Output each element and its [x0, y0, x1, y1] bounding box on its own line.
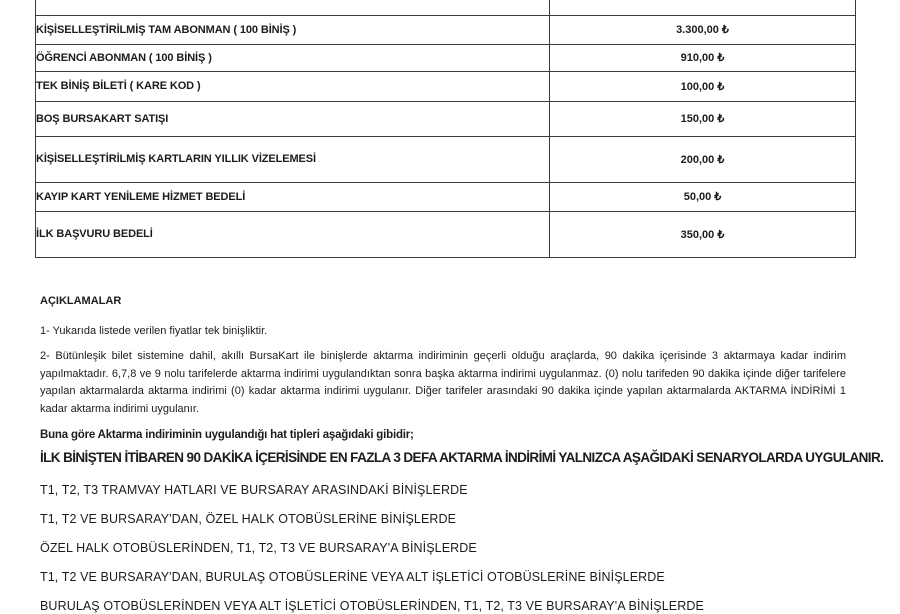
- fare-label: KİŞİSELLEŞTİRİLMİŞ KARTLARIN YILLIK VİZELEMESİ: [36, 136, 550, 182]
- note-2: 2- Bütünleşik bilet sistemine dahil, akıllı BursaKart ile binişlerde aktarma indiriminin geçerli olduğu araçlarda, 90 dakika içerisinde 3 aktarmaya kadar indirim yapılmaktadır. 6,7,8 ve 9 nolu tarifelerde aktarma indirimi uygulandıktan sonra başka aktarma indirimi uygulanmaz. (0) nolu tarifeden 90 dakika içinde diğer tarifelere yapılan aktarmalarda aktarma indirimi (0) kadar aktarma indirimi uygulanır. Diğer tarifeler arasındaki 90 dakika içinde yapılan aktarmalarda AKTARMA İNDİRİMİ 1 kadar aktarma indirimi uygulanır.: [40, 350, 846, 415]
- fare-label: KİŞİSELLEŞTİRİLMİŞ TAM ABONMAN ( 100 BİNİŞ ): [36, 15, 550, 44]
- fare-label: KAYIP KART YENİLEME HİZMET BEDELİ: [36, 182, 550, 211]
- fare-label: İLK BAŞVURU BEDELİ: [36, 211, 550, 257]
- table-row: [36, 44, 856, 71]
- table-row: [36, 136, 856, 182]
- table-row: [36, 211, 856, 257]
- scenario-line: ÖZEL HALK OTOBÜSLERİNDEN, T1, T2, T3 VE BURSARAY'A BİNİŞLERDE: [40, 541, 477, 555]
- scenario-line: T1, T2 VE BURSARAY'DAN, ÖZEL HALK OTOBÜSLERİNE BİNİŞLERDE: [40, 512, 457, 526]
- fare-price: 910,00 ₺: [550, 44, 856, 71]
- table-row: [36, 71, 856, 101]
- fare-label: TEK BİNİŞ BİLETİ ( KARE KOD ): [36, 71, 550, 101]
- fare-table: [35, 0, 856, 258]
- fare-price: 200,00 ₺: [550, 136, 856, 182]
- table-row-partial: [36, 0, 856, 15]
- scenario-line: T1, T2, T3 TRAMVAY HATLARI VE BURSARAY ARASINDAKİ BİNİŞLERDE: [40, 483, 468, 497]
- fare-price: 50,00 ₺: [550, 182, 856, 211]
- fare-label: BOŞ BURSAKART SATIŞI: [36, 101, 550, 136]
- fare-label: ÖĞRENCİ ABONMAN ( 100 BİNİŞ ): [36, 44, 550, 71]
- table-row: [36, 15, 856, 44]
- note-1: 1- Yukarıda listede verilen fiyatlar tek binişliktir.: [40, 325, 268, 337]
- explanations-section: [40, 295, 884, 614]
- table-row: [36, 182, 856, 211]
- scenario-line: T1, T2 VE BURSARAY'DAN, BURULAŞ OTOBÜSLERİNE VEYA ALT İŞLETİCİ OTOBÜSLERİNE BİNİŞLERDE: [40, 570, 665, 584]
- table-row: [36, 101, 856, 136]
- fare-label-cell: [36, 0, 550, 15]
- transfer-intro-line: Buna göre Aktarma indiriminin uygulandığı hat tipleri aşağıdaki gibidir;: [40, 429, 414, 441]
- fare-price: 150,00 ₺: [550, 101, 856, 136]
- fare-price: 3.300,00 ₺: [550, 15, 856, 44]
- explanations-heading: AÇIKLAMALAR: [40, 295, 122, 307]
- fare-price: 350,00 ₺: [550, 211, 856, 257]
- scenario-line: BURULAŞ OTOBÜSLERİNDEN VEYA ALT İŞLETİCİ OTOBÜSLERİNDEN, T1, T2, T3 VE BURSARAY'A BİNİŞLERDE: [40, 599, 704, 613]
- fare-price: 100,00 ₺: [550, 71, 856, 101]
- fare-price-cell: [550, 0, 856, 15]
- transfer-rule-line: İLK BİNİŞTEN İTİBAREN 90 DAKİKA İÇERİSİNDE EN FAZLA 3 DEFA AKTARMA İNDİRİMİ YALNIZCA AŞAĞIDAKİ SENARYOLARDA UYGULANIR.: [40, 450, 884, 465]
